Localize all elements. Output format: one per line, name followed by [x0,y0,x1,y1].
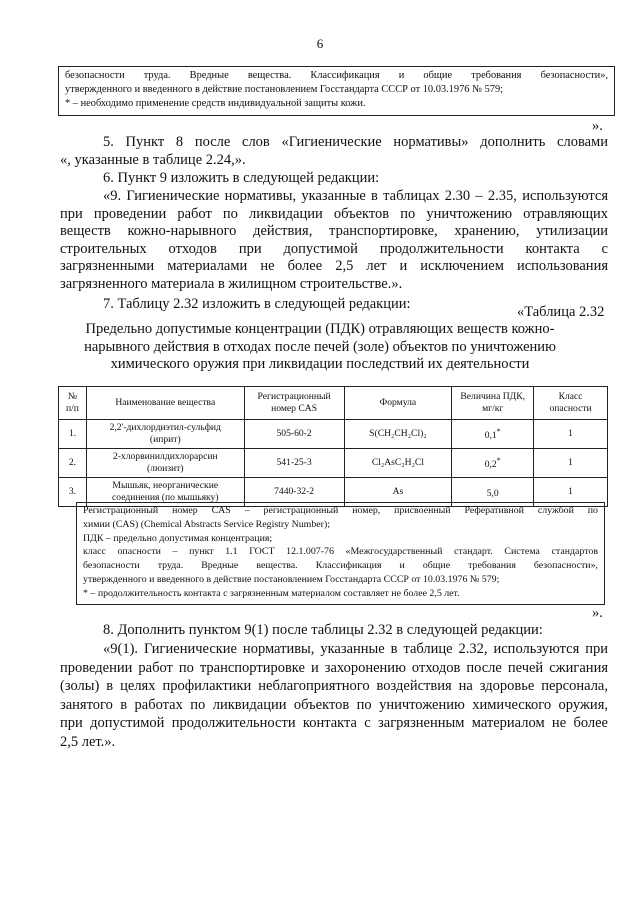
header-formula: Формула [344,387,452,420]
top-note-box [58,66,615,116]
cell-pdk: 0,2* [452,449,534,478]
cell-cas: 7440-32-2 [244,478,344,507]
cell-class: 1 [534,420,608,449]
text-line: загрязненными материалами не более 2,5 лет и исключением использования [60,258,608,274]
cell-class: 1 [534,449,608,478]
note-line: * – продолжительность контакта с загрязненным материалом составляет не более 2,5 лет. [83,587,460,599]
note-line: утвержденного и введенного в действие постановлением Госстандарта СССР от 10.03.1976 № 579; [83,573,500,585]
cell-name: 2-хлорвинилдихлорарсин (люизит) [86,449,244,478]
cell-pdk: 0,1* [452,420,534,449]
text-line: занятого в работах по ликвидации объектов по уничтожению химического оружия, [60,696,608,713]
note-line: * – необходимо применение средств индивидуальной защиты кожи. [65,98,366,109]
text-line: «9. Гигиенические нормативы, указанные в таблицах 2.30 – 2.35, используются [103,188,608,204]
item-8-text [60,640,608,751]
cell-formula: Cl₂AsC₂H₂Cl [344,449,452,478]
item-5 [60,134,608,169]
text-line: (золы) в целях профилактики неблагоприятного воздействия на здоровье персонала, [60,678,608,694]
text-line: 5. Пункт 8 после слов «Гигиенические нормативы» дополнить словами [103,134,608,150]
table-row [59,420,608,449]
cell-pdk: 5,0 [452,478,534,507]
table-header-row [59,387,608,420]
note-line: класс опасности – пункт 1.1 ГОСТ 12.1.007-76 «Межгосударственный стандарт. Система стандартов [83,546,598,558]
cell-name: Мышьяк, неорганические соединения (по мышьяку) [86,478,244,507]
item-6-text [60,188,608,293]
text-line: 2,5 лет.». [60,733,116,750]
item-8-intro: 8. Дополнить пунктом 9(1) после таблицы 2.32 в следующей редакции: [103,622,543,638]
text-line: «9(1). Гигиенические нормативы, указанные в таблице 2.32, используются при [103,641,608,657]
pdk-table [58,386,608,507]
item-7-intro: 7. Таблицу 2.32 изложить в следующей редакции: [103,296,411,312]
cell-cas: 541-25-3 [244,449,344,478]
caption-line: химического оружия при ликвидации последствий их деятельности [110,356,530,372]
table-note-box [76,502,605,605]
table-row [59,449,608,478]
end-quote: ». [592,605,603,621]
table-label: «Таблица 2.32 [517,304,605,320]
cell-num: 3. [59,478,87,507]
cell-class: 1 [534,478,608,507]
cell-cas: 505-60-2 [244,420,344,449]
header-class: Класс опасности [534,387,608,420]
text-line: «, указанные в таблице 2.24,». [60,151,246,168]
note-line: химии (CAS) (Chemical Abstracts Service Registry Number); [83,518,330,530]
text-line: строительных отходов при допустимой продолжительности контакта с [60,240,608,257]
caption-line: нарывного действия в отходах после печей (золе) объектов по уничтожению [84,338,556,355]
cell-num: 2. [59,449,87,478]
cell-num: 1. [59,420,87,449]
header-name: Наименование вещества [86,387,244,420]
note-line: безопасности труда. Вредные вещества. Классификация и общие требования безопасности», [65,70,608,81]
text-line: при допустимой продолжительности контакта с загрязненным материалом не более [60,715,608,731]
note-line: Регистрационный номер CAS – регистрационный номер, присвоенный Реферативной службой по [83,505,598,516]
item-6-intro: 6. Пункт 9 изложить в следующей редакции: [103,170,380,186]
text-line: проведении работ по транспортировке и захоронению отходов после печей сжигания [60,659,608,676]
caption-line: Предельно допустимые концентрации (ПДК) отравляющих веществ кожно- [85,321,555,337]
note-line: утвержденного и введенного в действие постановлением Госстандарта СССР от 10.03.1976 № 579; [65,84,504,95]
table-caption [0,321,640,374]
text-line: веществ кожно-нарывного действия, транспортировке, хранению, утилизации [60,223,608,239]
header-cas: Регистрационный номер CAS [244,387,344,420]
cell-name: 2,2'-дихлордиэтил-сульфид (иприт) [86,420,244,449]
header-pdk: Величина ПДК, мг/кг [452,387,534,420]
text-line: при проведении работ по ликвидации объектов по уничтожению отравляющих [60,205,608,222]
cell-formula: S(CH₂CH₂Cl)₂ [344,420,452,449]
cell-formula: As [344,478,452,507]
page-number: 6 [316,36,324,51]
end-quote: ». [592,118,603,134]
note-line: безопасности труда. Вредные вещества. Классификация и общие требования безопасности», [83,560,598,572]
note-line: ПДК – предельно допустимая концентрация; [83,532,273,544]
header-num: № п/п [59,387,87,420]
text-line: загрязненного материала в жилищном строительстве.». [60,275,403,292]
